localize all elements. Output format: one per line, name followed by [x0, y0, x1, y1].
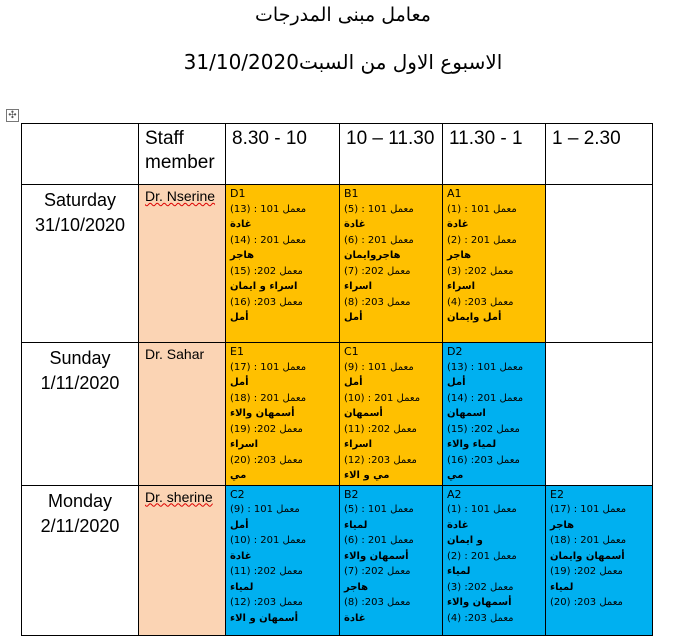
- assistant-name: لمياء: [230, 581, 254, 593]
- assistant-name: أمل: [230, 312, 249, 323]
- slot-content: [340, 486, 442, 628]
- assistant-name: و ايمان: [447, 535, 483, 546]
- assistant-name: غادة: [230, 550, 252, 562]
- assistant-name: أمل وايمان: [447, 312, 502, 323]
- assistant-name: أسمهان و الاء: [230, 612, 299, 624]
- lab-assignment: (17) : 101 معمل: [550, 504, 627, 515]
- assistant-name: لمياء: [447, 566, 471, 577]
- assistant-name: غادة: [344, 612, 366, 624]
- lab-assignment: (9) : 101 معمل: [230, 504, 300, 515]
- lab-assignment: (14) : 201 معمل: [230, 234, 307, 246]
- assistant-name: أسمهان والاء: [230, 408, 295, 419]
- slot-content: [443, 343, 545, 485]
- lab-assignment: (1) : 101 معمل: [447, 203, 517, 215]
- lab-assignment: (8) :203 معمل: [344, 296, 411, 308]
- day-cell: [22, 343, 139, 486]
- time-header-1: 8.30 - 10: [226, 124, 340, 185]
- assistant-name: اسراء: [344, 439, 373, 450]
- lab-assignment: (12) :203 معمل: [230, 597, 303, 608]
- assistant-name: أسمهان: [344, 408, 383, 419]
- page-subtitle: الاسبوع الاول من السبت31/10/2020: [183, 50, 503, 74]
- lab-assignment: (12) :203 معمل: [344, 454, 417, 466]
- assistant-name: اسراء: [230, 439, 259, 450]
- slot-content: [226, 486, 339, 628]
- assistant-name: اسراء: [447, 281, 476, 292]
- slot-cell: [443, 485, 546, 635]
- lab-assignment: (20) :203 معمل: [230, 454, 303, 466]
- slot-content: [546, 486, 652, 612]
- lab-assignment: (4) :203 معمل: [447, 612, 514, 624]
- slot-cell: [546, 185, 653, 343]
- slot-content: [443, 486, 545, 628]
- lab-assignment: (19) :202 معمل: [550, 566, 623, 577]
- assistant-name: هاجر: [344, 581, 369, 593]
- slot-cell: [340, 485, 443, 635]
- table-row: [22, 485, 653, 635]
- slot-content: [340, 185, 442, 327]
- slot-cell: [226, 485, 340, 635]
- assistant-name: غادة: [230, 219, 252, 230]
- lab-assignment: (11) :202 معمل: [230, 566, 303, 577]
- staff-name: Dr. Nserine: [145, 188, 216, 204]
- assistant-name: أسمهان والاء: [447, 597, 512, 608]
- lab-assignment: (6) : 201 معمل: [344, 535, 414, 546]
- day-cell: [22, 485, 139, 635]
- assistant-name: أمل: [344, 377, 363, 388]
- lab-assignment: (7) :202 معمل: [344, 566, 411, 577]
- group-code: E1: [230, 345, 244, 358]
- lab-assignment: (7) :202 معمل: [344, 265, 411, 277]
- day-date: 1/11/2020: [40, 373, 120, 393]
- staff-header: Staff member: [139, 124, 226, 185]
- lab-assignment: (10) : 201 معمل: [230, 535, 307, 546]
- slot-cell: [546, 485, 653, 635]
- group-code: A2: [447, 487, 462, 501]
- time-header-2: 10 – 11.30: [340, 124, 443, 185]
- lab-assignment: (3) :202 معمل: [447, 265, 514, 277]
- lab-assignment: (4) :203 معمل: [447, 296, 514, 308]
- assistant-name: مي و الاء: [344, 470, 390, 481]
- lab-assignment: (17) : 101 معمل: [230, 361, 307, 373]
- lab-assignment: (13) : 101 معمل: [447, 361, 524, 373]
- assistant-name: غادة: [344, 219, 366, 230]
- lab-assignment: (5) : 101 معمل: [344, 504, 414, 515]
- group-code: D2: [447, 345, 463, 358]
- assistant-name: مي: [230, 470, 247, 481]
- lab-assignment: (14) : 201 معمل: [447, 392, 524, 404]
- lab-assignment: (19) :202 معمل: [230, 423, 303, 435]
- slot-content: [546, 185, 652, 187]
- lab-assignment: (5) : 101 معمل: [344, 203, 414, 215]
- group-code: C2: [230, 487, 245, 501]
- assistant-name: أسمهان والاء: [344, 550, 409, 562]
- group-code: C1: [344, 345, 359, 358]
- assistant-name: لمياء: [550, 581, 574, 593]
- assistant-name: لمياء: [344, 519, 368, 531]
- lab-assignment: (15) :202 معمل: [447, 423, 520, 435]
- lab-assignment: (8) :203 معمل: [344, 597, 411, 608]
- day-name: Sunday: [49, 348, 111, 368]
- lab-assignment: (10) : 201 معمل: [344, 392, 421, 404]
- slot-content: [226, 185, 339, 327]
- staff-name: Dr. Sahar: [145, 346, 205, 362]
- staff-cell: [139, 185, 226, 343]
- lab-assignment: (11) :202 معمل: [344, 423, 417, 435]
- lab-assignment: (3) :202 معمل: [447, 581, 514, 593]
- table-row: [22, 343, 653, 486]
- lab-assignment: (20) :203 معمل: [550, 597, 623, 608]
- assistant-name: أمل: [447, 377, 466, 388]
- lab-assignment: (6) : 201 معمل: [344, 234, 414, 246]
- slot-cell: [443, 343, 546, 486]
- move-handle-icon[interactable]: ✣: [6, 109, 19, 122]
- assistant-name: أسمهان وايمان: [550, 550, 625, 562]
- lab-assignment: (2) : 201 معمل: [447, 234, 517, 246]
- lab-assignment: (1) : 101 معمل: [447, 504, 517, 515]
- group-code: B2: [344, 487, 359, 501]
- lab-assignment: (13) : 101 معمل: [230, 203, 307, 215]
- day-name: Saturday: [43, 190, 117, 210]
- assistant-name: أمل: [230, 519, 249, 531]
- slot-cell: [226, 185, 340, 343]
- assistant-name: هاجر: [447, 250, 472, 261]
- staff-cell: [139, 343, 226, 486]
- schedule-table: [21, 123, 653, 636]
- day-cell: [22, 185, 139, 343]
- slot-cell: [340, 185, 443, 343]
- assistant-name: أمل: [230, 377, 249, 388]
- header-row: [22, 124, 653, 185]
- lab-assignment: (18) : 201 معمل: [230, 392, 307, 404]
- lab-assignment: (2) : 201 معمل: [447, 550, 517, 562]
- lab-assignment: (9) : 101 معمل: [344, 361, 414, 373]
- lab-assignment: (16) :203 معمل: [230, 296, 303, 308]
- assistant-name: مي: [447, 470, 464, 481]
- staff-name: Dr. sherine: [145, 488, 213, 505]
- time-header-4: 1 – 2.30: [546, 124, 653, 185]
- assistant-name: اسمهان: [447, 408, 486, 419]
- slot-cell: [443, 185, 546, 343]
- group-code: B1: [344, 187, 359, 200]
- table-row: [22, 185, 653, 343]
- assistant-name: هاجروايمان: [344, 250, 401, 261]
- day-date: 31/10/2020: [34, 215, 126, 235]
- assistant-name: اسراء: [344, 281, 373, 292]
- slot-content: [443, 185, 545, 327]
- lab-assignment: (16) :203 معمل: [447, 454, 520, 466]
- assistant-name: لمياء والاء: [447, 439, 497, 450]
- assistant-name: هاجر: [550, 519, 575, 531]
- staff-cell: [139, 485, 226, 635]
- group-code: A1: [447, 187, 462, 200]
- assistant-name: هاجر: [230, 250, 255, 261]
- time-header-3: 11.30 - 1: [443, 124, 546, 185]
- slot-content: [340, 343, 442, 485]
- slot-cell: [546, 343, 653, 486]
- day-name: Monday: [47, 490, 113, 511]
- assistant-name: اسراء و ايمان: [230, 281, 298, 292]
- slot-content: [546, 343, 652, 345]
- group-code: E2: [550, 487, 564, 501]
- assistant-name: غادة: [447, 519, 469, 531]
- slot-cell: [226, 343, 340, 486]
- lab-assignment: (18) : 201 معمل: [550, 535, 627, 546]
- group-code: D1: [230, 187, 246, 200]
- lab-assignment: (15) :202 معمل: [230, 265, 303, 277]
- assistant-name: غادة: [447, 219, 469, 230]
- slot-content: [226, 343, 339, 485]
- slot-cell: [340, 343, 443, 486]
- corner-cell: [22, 124, 139, 185]
- page-title: معامل مبنى المدرجات: [255, 4, 431, 26]
- day-date: 2/11/2020: [40, 515, 120, 536]
- assistant-name: أمل: [344, 312, 363, 323]
